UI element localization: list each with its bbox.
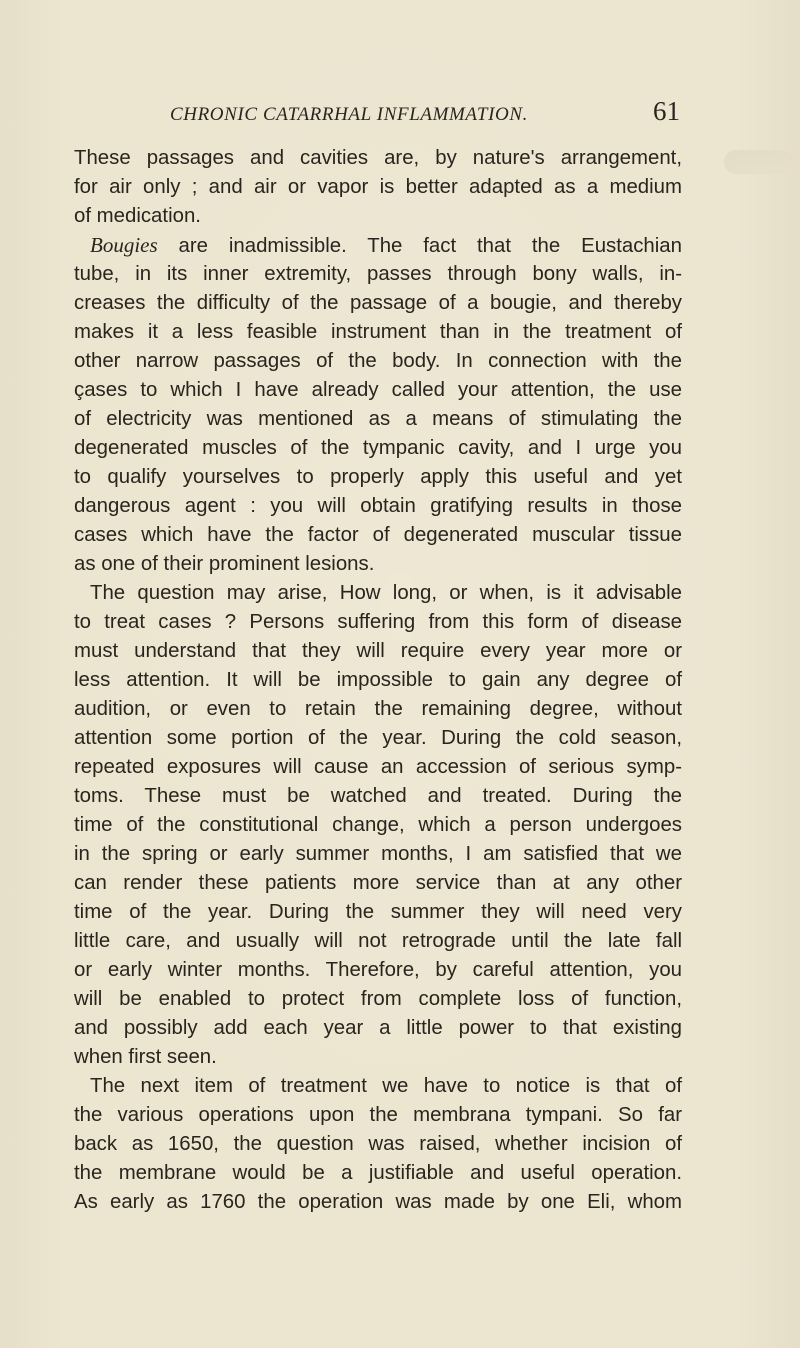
- text-line: when first seen.: [74, 1046, 217, 1068]
- text-line: These passages and cavities are, by nature's arrangement,: [74, 147, 682, 169]
- text-line: time of the constitutional change, which a person undergoes: [74, 814, 682, 836]
- text-line: degenerated muscles of the tympanic cavity, and I urge you: [74, 437, 682, 459]
- page-number: 61: [653, 96, 680, 126]
- text-line: of electricity was mentioned as a means of stimulating the: [74, 408, 682, 430]
- paper-stain: [724, 150, 794, 174]
- italic-term: Bougies: [90, 233, 158, 257]
- text-line: dangerous agent : you will obtain gratifying results in those: [74, 495, 682, 517]
- running-title: CHRONIC CATARRHAL INFLAMMATION.: [170, 104, 528, 125]
- text-line: and possibly add each year a little power to that existing: [74, 1017, 682, 1039]
- text-line-remainder: are inadmissible. The fact that the Eustachian: [178, 235, 682, 257]
- text-line: to qualify yourselves to properly apply this useful and yet: [74, 466, 682, 488]
- text-line: must understand that they will require every year more or: [74, 640, 682, 662]
- text-line: toms. These must be watched and treated. During the: [74, 785, 682, 807]
- text-line: to treat cases ? Persons suffering from this form of disease: [74, 611, 682, 633]
- text-line: makes it a less feasible instrument than in the treatment of: [74, 321, 682, 343]
- text-line: the membrane would be a justifiable and useful operation.: [74, 1162, 682, 1184]
- text-line: repeated exposures will cause an accession of serious symp-: [74, 756, 682, 778]
- text-line: little care, and usually will not retrograde until the late fall: [74, 930, 682, 952]
- text-line: of medication.: [74, 205, 201, 227]
- body-text: [74, 144, 682, 1217]
- text-line: as one of their prominent lesions.: [74, 553, 375, 575]
- text-line: the various operations upon the membrana tympani. So far: [74, 1104, 682, 1126]
- text-line: or early winter months. Therefore, by careful attention, you: [74, 959, 682, 981]
- text-line: The question may arise, How long, or when, is it advisable: [90, 582, 682, 604]
- text-line: [74, 231, 682, 260]
- text-line: other narrow passages of the body. In connection with the: [74, 350, 682, 372]
- text-line: back as 1650, the question was raised, whether incision of: [74, 1133, 682, 1155]
- text-line: çases to which I have already called your attention, the use: [74, 379, 682, 401]
- text-line: audition, or even to retain the remaining degree, without: [74, 698, 682, 720]
- text-line: As early as 1760 the operation was made by one Eli, whom: [74, 1191, 682, 1213]
- running-header: [170, 98, 680, 130]
- text-line: can render these patients more service than at any other: [74, 872, 682, 894]
- text-line: for air only ; and air or vapor is better adapted as a medium: [74, 176, 682, 198]
- text-line: time of the year. During the summer they will need very: [74, 901, 682, 923]
- text-line: The next item of treatment we have to notice is that of: [90, 1075, 682, 1097]
- text-line: will be enabled to protect from complete loss of function,: [74, 988, 682, 1010]
- text-line: attention some portion of the year. During the cold season,: [74, 727, 682, 749]
- text-line: creases the difficulty of the passage of a bougie, and thereby: [74, 292, 682, 314]
- text-line: in the spring or early summer months, I am satisfied that we: [74, 843, 682, 865]
- text-line: cases which have the factor of degenerated muscular tissue: [74, 524, 682, 546]
- text-line: less attention. It will be impossible to gain any degree of: [74, 669, 682, 691]
- text-line: tube, in its inner extremity, passes through bony walls, in-: [74, 263, 682, 285]
